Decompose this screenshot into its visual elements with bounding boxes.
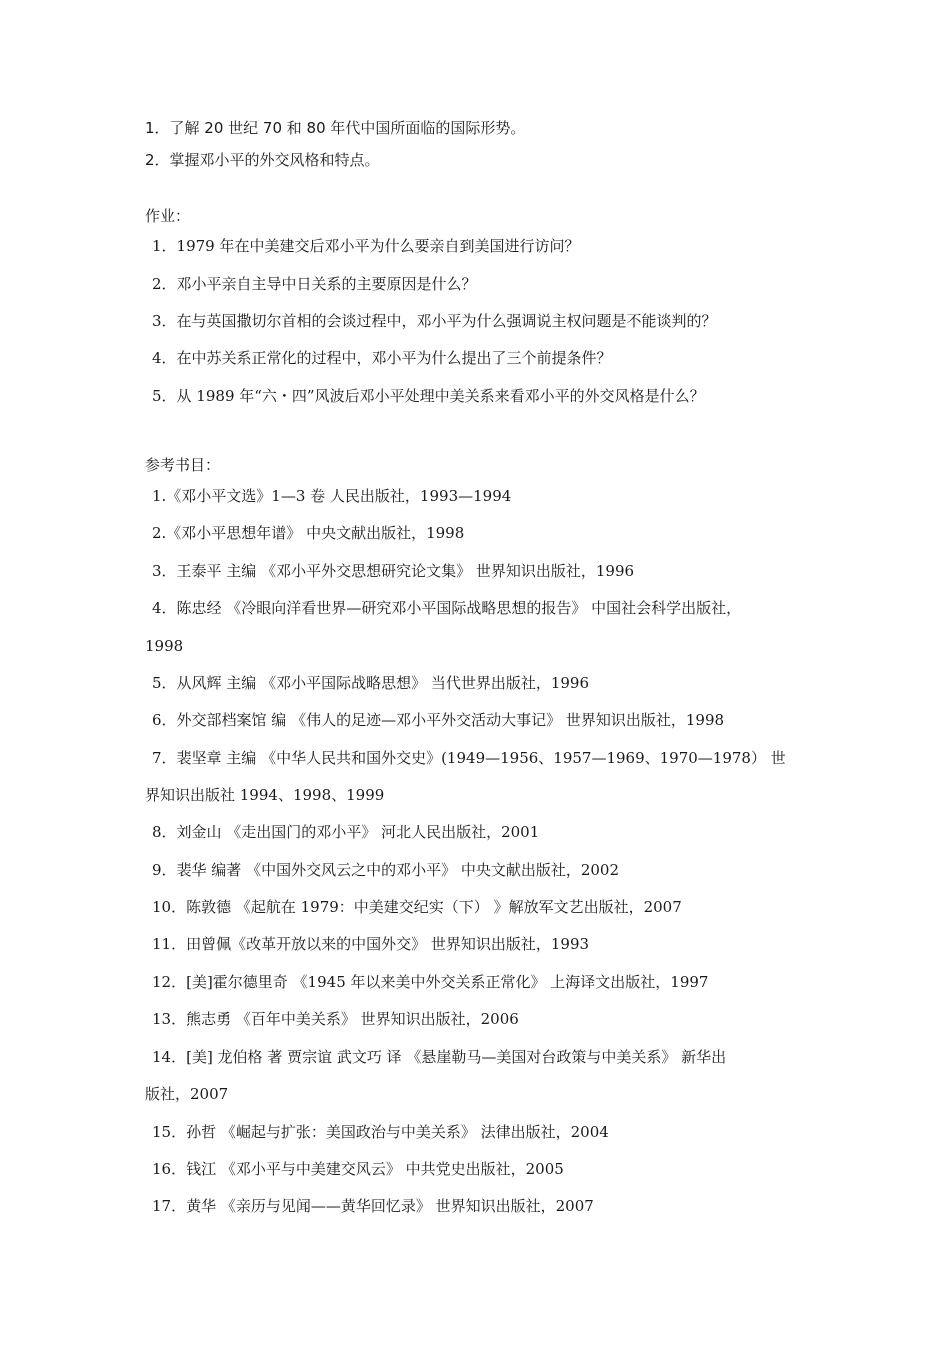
homework-heading: 作业： — [145, 207, 191, 225]
references-heading: 参考书目： — [145, 456, 221, 474]
reference-item: 1.《邓小平文选》1—3 卷 人民出版社，1993—1994 — [152, 487, 512, 505]
reference-item: 9．裴华 编著 《中国外交风云之中的邓小平》 中央文献出版社，2002 — [152, 861, 620, 879]
reference-item-continuation: 界知识出版社 1994、1998、1999 — [145, 786, 385, 804]
homework-item: 2．邓小平亲自主导中日关系的主要原因是什么？ — [152, 275, 477, 293]
reference-item: 6．外交部档案馆 编 《伟人的足迹—邓小平外交活动大事记》 世界知识出版社，1998 — [152, 711, 725, 729]
reference-item: 3．王泰平 主编 《邓小平外交思想研究论文集》 世界知识出版社，1996 — [152, 562, 635, 580]
homework-item: 4．在中苏关系正常化的过程中，邓小平为什么提出了三个前提条件？ — [152, 349, 612, 367]
reference-item: 17．黄华 《亲历与见闻——黄华回忆录》 世界知识出版社，2007 — [152, 1197, 594, 1215]
reference-item: 7．裴坚章 主编 《中华人民共和国外交史》(1949—1956、1957—1969、1970—1978） 世 — [152, 749, 786, 767]
reference-item-continuation: 版社，2007 — [145, 1085, 229, 1103]
objective-item: 2．掌握邓小平的外交风格和特点。 — [145, 151, 380, 169]
reference-item: 2.《邓小平思想年谱》 中央文献出版社，1998 — [152, 524, 465, 542]
reference-item: 15．孙哲 《崛起与扩张：美国政治与中美关系》 法律出版社，2004 — [152, 1123, 609, 1141]
reference-item-continuation: 1998 — [145, 637, 184, 655]
reference-item: 8．刘金山 《走出国门的邓小平》 河北人民出版社，2001 — [152, 823, 540, 841]
homework-item: 3．在与英国撒切尔首相的会谈过程中，邓小平为什么强调说主权问题是不能谈判的？ — [152, 312, 717, 330]
reference-item: 4．陈忠经 《冷眼向洋看世界—研究邓小平国际战略思想的报告》 中国社会科学出版社， — [152, 599, 742, 617]
objective-item: 1．了解 20 世纪 70 和 80 年代中国所面临的国际形势。 — [145, 119, 526, 137]
reference-item: 12．[美]霍尔德里奇 《1945 年以来美中外交关系正常化》 上海译文出版社，1997 — [152, 973, 709, 991]
reference-item: 16．钱江 《邓小平与中美建交风云》 中共党史出版社，2005 — [152, 1160, 564, 1178]
reference-item: 10．陈敦德 《起航在 1979：中美建交纪实（下） 》解放军文艺出版社，2007 — [152, 898, 682, 916]
reference-item: 5．从风辉 主编 《邓小平国际战略思想》 当代世界出版社，1996 — [152, 674, 590, 692]
homework-item: 5．从 1989 年“六・四”风波后邓小平处理中美关系来看邓小平的外交风格是什么？ — [152, 387, 705, 405]
homework-item: 1．1979 年在中美建交后邓小平为什么要亲自到美国进行访问？ — [152, 237, 580, 255]
reference-item: 13．熊志勇 《百年中美关系》 世界知识出版社，2006 — [152, 1010, 519, 1028]
reference-item: 11．田曾佩《改革开放以来的中国外交》 世界知识出版社，1993 — [152, 935, 590, 953]
reference-item: 14．[美] 龙伯格 著 贾宗谊 武文巧 译 《悬崖勒马—美国对台政策与中美关系》 新华出 — [152, 1048, 727, 1066]
